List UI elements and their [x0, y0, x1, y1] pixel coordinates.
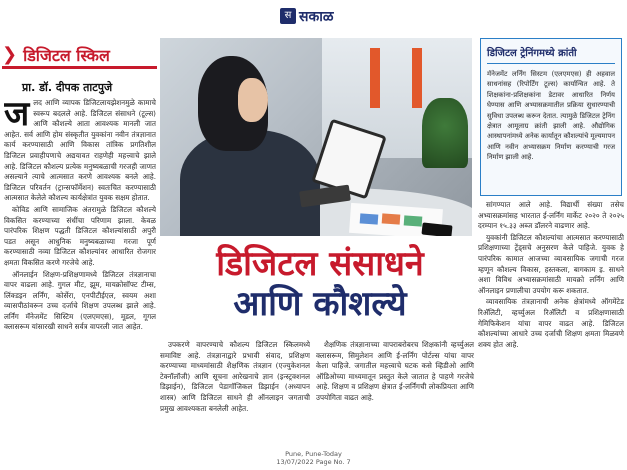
- sidebar-body: मॅनेजमेंट लर्निंग सिस्टम (एलएमएस) ही अहवाल साधनांसह (रिपोर्टिंग टूल्स) कार्यान्वित आहे. ते शिक्षकांना-प्रशिक्षकांना डेटावर आधारित निर्णय घेण्यास आणि अभ्यासक्रमातील प्रक्रिया सुधारण्याची सुविधा उपलब्ध करून देतात. त्यामुळे डिजिटल ट्रेनिंग क्षेत्रात आमूलाग्र क्रांती झाली आहे. औद्योगिक आस्थापनांमध्ये अनेक कार्यातून कौशल्यांचे मूल्यमापन आणि नवीन अभ्यासक्रम निर्माण करण्याची गरज निर्माण झाली आहे.: [487, 70, 615, 162]
- article-column-right: [478, 200, 624, 448]
- article-column-left: [4, 98, 156, 448]
- headline-line-2: आणि कौशल्ये: [233, 284, 407, 324]
- paragraph: ऑनलाईन शिक्षण-प्रशिक्षणामध्ये डिजिटल तंत्रज्ञानाचा वापर वाढला आहे. गुगल मीट, झूम, मायक्रोसॉफ्ट टीम्स, लिंक्डइन लर्निंग, कोर्सेरा, एनपीटीईएल, स्वयम अशा व्यासपीठांवरून उच्च दर्जाचे शिक्षण उपलब्ध झाले आहे. लर्निंग मॅनेजमेंट सिस्टिम (एलएमएस), मूडल, गूगल क्लासरूम यांसारखी साधने सर्वत्र वापरली जात आहेत.: [4, 269, 156, 332]
- page-footer: [0, 450, 627, 466]
- paragraph: उपकरणे वापरण्याचे कौशल्य डिजिटल स्किलमध्ये समाविष्ट आहे. तंत्रज्ञानाद्वारे प्रभावी संवाद, प्रशिक्षण करण्याच्या माध्यमांसाठी शैक्षणिक तंत्रज्ञान (एज्युकेशनल टेक्नॉलॉजी) आणि सूचना आरेखनाचे ज्ञान (इन्स्ट्रक्शनल डिझाईन), डिजिटल पेडागॉजिकल डिझाईन (अध्यापन शास्त्र) आणि डिजिटल साधने ही ऑनलाइन जगताची प्रमुख आवश्यकता बनलेली आहेत.: [160, 340, 310, 413]
- paragraph: सांगण्यात आले आहे. विद्यार्थी संख्या तसेच अभ्यासक्रमांसह भारतात ई-लर्निंग मार्केट २०२० ते २०२५ दरम्यान १५.३३ अब्ज डॉलरने वाढणार आहे.: [478, 200, 624, 231]
- newspaper-logo: सकाळ: [299, 8, 334, 25]
- author-byline: प्रा. डॉ. दीपक ताटपुजे: [22, 81, 113, 94]
- article-column-middle-2: [316, 340, 474, 448]
- paragraph: शैक्षणिक तंत्रज्ञानाच्या वापराबरोबरच शिक्षकांनी व्हर्च्युअल क्लासरूम, सिमुलेशन आणि ई-लर्निंग पोर्टल्स यांचा वापर केला पाहिजे. जगातील महत्त्वाचे घटक कसे व्हिडीओ आणि ऑडिओच्या माध्यमातून प्रस्तुत केले जातात हे पाहणे गरजेचे आहे. शिक्षण व प्रशिक्षण क्षेत्रात ई-लर्निंगची लोकप्रियता आणि उपयोगिता वाढत आहे.: [316, 340, 474, 402]
- article-column-middle-1: [160, 340, 310, 448]
- phone-icon: [421, 222, 452, 236]
- paragraph: कोविड आणि सामाजिक अंतरामुळे डिजिटल कौशल्ये विकसित करण्याच्या संधींचा परिणाम झाला. केवळ पारंपरिक शिक्षण पद्धती डिजिटल कौशल्यांसाठी अपुरी पडत असून आधुनिक मनुष्यबळाच्या गरजा पूर्ण करण्यासाठी नव्या डिजिटल कौशल्यांवर आधारित रोजगार क्षमता विकसित करणे गरजेचे आहे.: [4, 204, 156, 267]
- logo-icon: स: [280, 8, 296, 24]
- masthead: [280, 6, 370, 26]
- sidebar-box: [480, 38, 622, 196]
- drop-cap: ज: [4, 98, 30, 134]
- section-title: डिजिटल स्किल: [23, 45, 110, 65]
- headline-line-1: डिजिटल संसाधने: [216, 244, 424, 284]
- edition-label: Pune, Pune-Today: [285, 450, 342, 458]
- article-headline: [170, 244, 470, 324]
- paragraph: लद आणि व्यापक डिजिटलायझेशनमुळे कामाचे स्वरूप बदलले आहे. डिजिटल संसाधने (टूल्स) आणि कौशल्ये आता आवश्यक मानली जात आहेत. सर्व आणि होम संस्कृतीत युवकांना नवीन तंत्रज्ञानात कार्य करण्यासाठी आणि विकास तांत्रिक प्रगतिशील डिजिटल प्रवाहीपणाचे अद्ययावत राहणेही महत्त्वाचे झाले आहे. डिजिटल कौशल्य प्रत्येक मनुष्यबळाची गरजही जाणत असल्याने त्याचे आत्मसात करणे आवश्यक बनले आहे. डिजिटल परिवर्तन (ट्रान्सफॉर्मेशन) स्वतःचित करण्यासाठी आत्मसात केलेले कौशल्य कार्यक्षेत्रांत युवक सक्षम होतात.: [4, 98, 156, 203]
- paragraph: व्यावसायिक तंत्रज्ञानाची अनेक क्षेत्रांमध्ये ऑगमेंटेड रिअ‍ॅलिटी, व्हर्च्युअल रिअ‍ॅलिटी व प्रशिक्षणासाठी गेमिफिकेशन यांचा वापर वाढत आहे. डिजिटल कौशल्यांच्या आधारे उच्च दर्जाची शिक्षण क्षमता मिळवणे शक्य होत आहे.: [478, 297, 624, 349]
- paragraph: युवकांनी डिजिटल कौशल्यांचा आत्मसात करण्यासाठी प्रशिक्षणाच्या ट्रेंड्सचे अनुसरण केले पाहिजे. युवक हे पारंपरिक कामात आजच्या व्यावसायिक जगाची गरज म्हणून कौशल्य विकास, हस्तकला, बागकाम इ. साधने अशा विविध अभ्यासक्रमांसाठी मायक्रो लर्निंग आणि ऑनलाइन प्रणालीचा उपयोग करू शकतात.: [478, 232, 624, 295]
- article-photo: [160, 38, 472, 236]
- chevron-right-icon: ❯: [2, 44, 18, 65]
- date-page-label: 13/07/2022 Page No. 7: [276, 458, 351, 466]
- section-banner: [2, 43, 157, 69]
- sidebar-title: डिजिटल ट्रेनिंगमध्ये क्रांती: [487, 45, 615, 64]
